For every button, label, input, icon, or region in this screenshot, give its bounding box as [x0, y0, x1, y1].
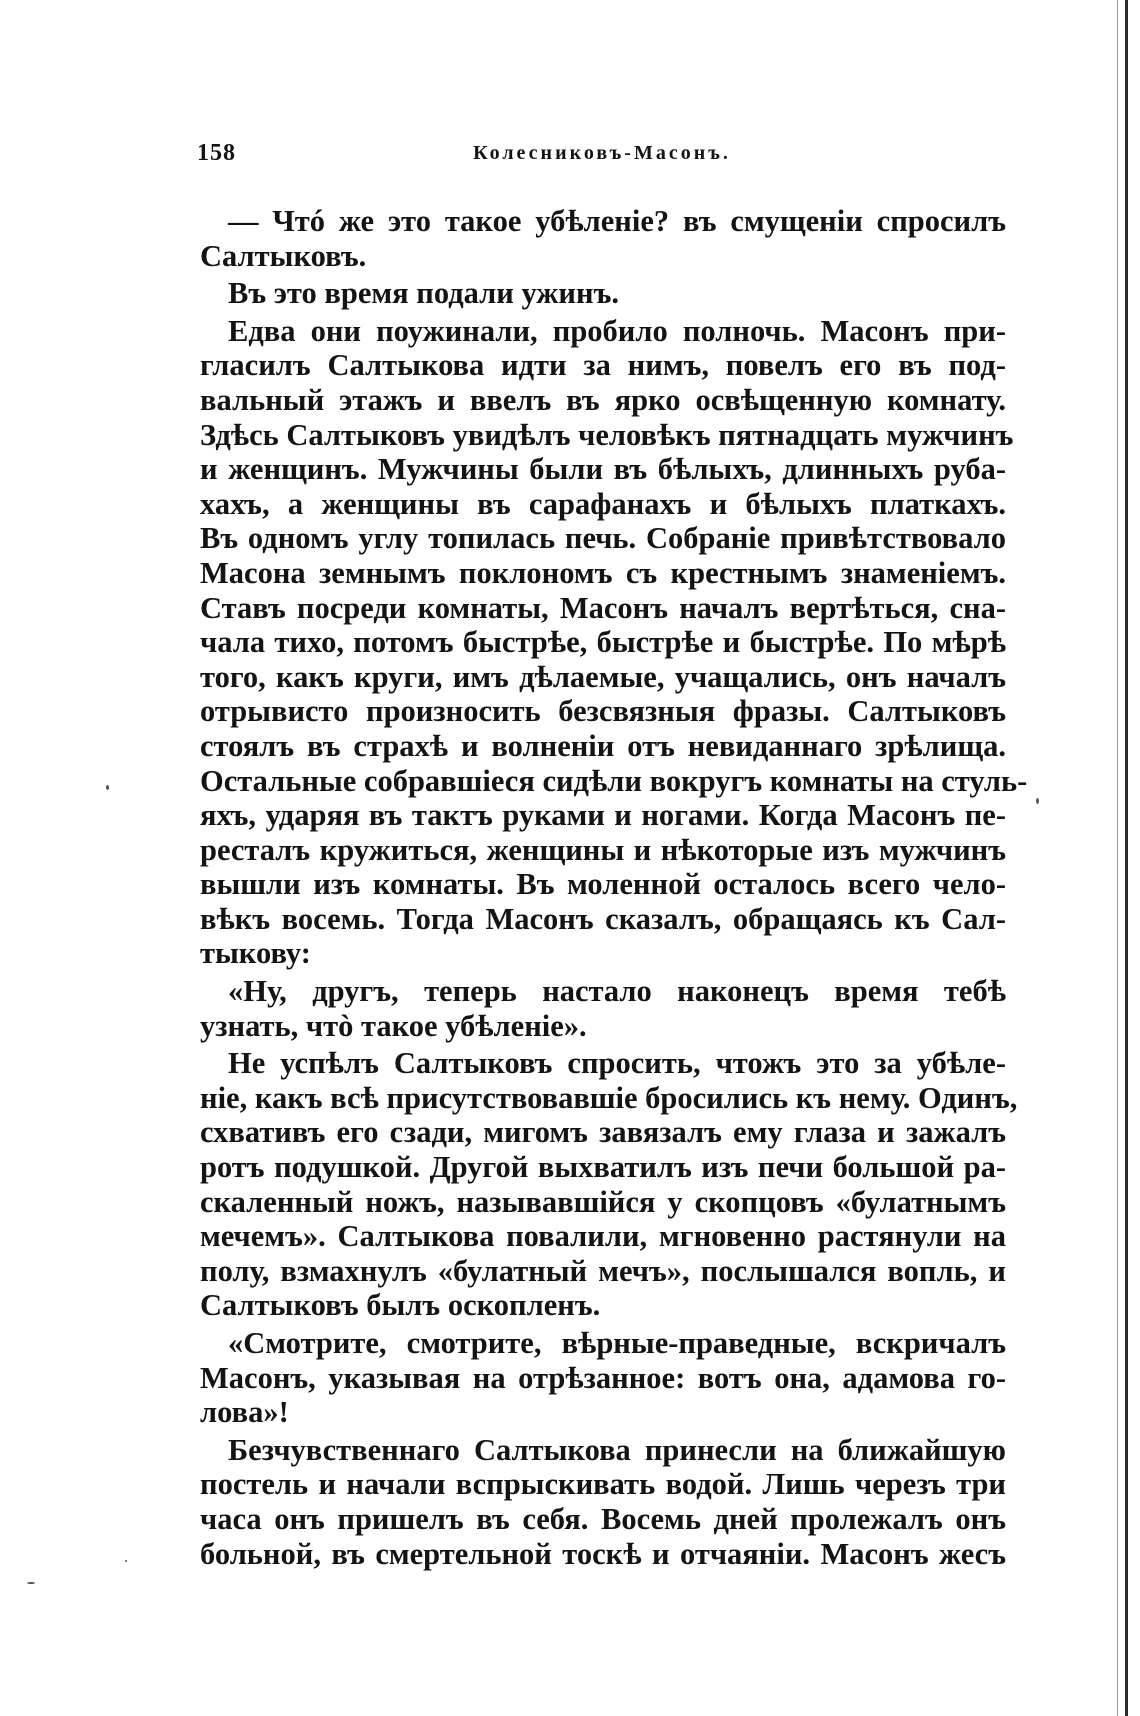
text-line: и женщинъ. Мужчины были въ бѣлыхъ, длинныхъ руба- [200, 452, 1006, 487]
scan-speck [27, 1582, 35, 1584]
page-header [197, 140, 1007, 180]
text-line: вѣкъ восемь. Тогда Масонъ сказалъ, обращаясь къ Сал- [200, 901, 1006, 936]
scan-speck [106, 785, 109, 790]
text-line: ротъ подушкой. Другой выхватилъ изъ печи большой ра- [200, 1150, 1006, 1185]
paragraph [200, 204, 1006, 273]
text-line: лова»! [200, 1395, 289, 1430]
text-line: — Чтó же это такое убѣленіе? въ смущеніи спросилъ [228, 204, 1006, 238]
text-line: схвативъ его сзади, мигомъ завязалъ ему глаза и зажалъ [200, 1115, 1006, 1150]
text-line: Ставъ посреди комнаты, Масонъ началъ вертѣться, сна- [200, 590, 1006, 625]
text-line: скаленный ножъ, называвшійся у скопцовъ «булатнымъ [200, 1184, 1006, 1219]
text-line: больной, въ смертельной тоскѣ и отчаяніи. Масонъ жесъ [200, 1536, 1006, 1571]
scan-speck [1036, 798, 1039, 804]
text-line: узнать, чтò такое убѣленіе». [200, 1008, 587, 1043]
body-text [200, 204, 1028, 1571]
text-line: гласилъ Салтыкова идти за нимъ, повелъ его въ под- [200, 348, 1006, 383]
running-title: Колесниковъ-Масонъ. [473, 142, 731, 164]
text-line: полу, взмахнулъ «булатный мечъ», послышался вопль, и [200, 1253, 1006, 1288]
text-line: того, какъ круги, имъ дѣлаемые, учащались, онъ началъ [200, 659, 1006, 694]
text-line: постель и начали вспрыскивать водой. Лишь черезъ три [200, 1467, 1006, 1502]
text-line: Безчувственнаго Салтыкова принесли на ближайшую [228, 1432, 1006, 1467]
text-line: Салтыковъ. [200, 238, 367, 273]
text-line: Масона земнымъ поклономъ съ крестнымъ знаменіемъ. [200, 555, 1006, 590]
text-line: Въ одномъ углу топилась печь. Собраніе привѣтствовало [200, 521, 1006, 556]
text-line: Остальные собравшіеся сидѣли вокругъ комнаты на стуль- [200, 763, 1028, 798]
text-line: «Ну, другъ, теперь настало наконецъ время тебѣ [228, 974, 1006, 1009]
text-line: Масонъ, указывая на отрѣзанное: вотъ она, адамова го- [200, 1360, 1006, 1395]
scan-edge-shadow [1125, 0, 1128, 1716]
text-line: стоялъ въ страхѣ и волненіи отъ невиданнаго зрѣлища. [200, 728, 1006, 763]
text-line: Салтыковъ былъ оскопленъ. [200, 1288, 601, 1323]
paragraph [200, 974, 1006, 1043]
paragraph [200, 1433, 1006, 1571]
text-line: отрывисто произносить безсвязныя фразы. Салтыковъ [200, 694, 1006, 729]
scan-edge-line [1117, 0, 1118, 1716]
page-number: 158 [197, 140, 236, 166]
text-line: ресталъ кружиться, женщины и нѣкоторые изъ мужчинъ [200, 832, 1006, 867]
text-line: Не успѣлъ Салтыковъ спросить, чтожъ это за убѣле- [228, 1046, 1006, 1081]
text-line: часа онъ пришелъ въ себя. Восемь дней пролежалъ онъ [200, 1501, 1006, 1536]
paragraph [200, 276, 1006, 311]
scan-speck [125, 1560, 127, 1562]
text-line: Въ это время подали ужинъ. [228, 276, 619, 311]
text-line: тыкову: [200, 936, 311, 971]
text-line: чала тихо, потомъ быстрѣе, быстрѣе и быстрѣе. По мѣрѣ [200, 625, 1006, 660]
text-line: хахъ, а женщины въ сарафанахъ и бѣлыхъ платкахъ. [200, 486, 1006, 521]
paragraph [200, 313, 1028, 971]
text-line: мечемъ». Салтыкова повалили, мгновенно растянули на [200, 1219, 1006, 1254]
text-line: Едва они поужинали, пробило полночь. Масонъ при- [228, 313, 1006, 348]
text-line: вышли изъ комнаты. Въ моленной осталось всего чело- [200, 867, 1006, 902]
paragraph [200, 1326, 1006, 1430]
paragraph [200, 1046, 1018, 1323]
text-line: вальный этажъ и ввелъ въ ярко освѣщенную комнату. [200, 382, 1006, 417]
text-line: Здѣсь Салтыковъ увидѣлъ человѣкъ пятнадцать мужчинъ [200, 417, 1014, 452]
text-line: яхъ, ударяя въ тактъ руками и ногами. Когда Масонъ пе- [200, 798, 1006, 833]
text-line: ніе, какъ всѣ присутствовавшіе бросились къ нему. Одинъ, [200, 1080, 1018, 1115]
text-line: «Смотрите, смотрите, вѣрные-праведные, вскричалъ [228, 1326, 1006, 1360]
